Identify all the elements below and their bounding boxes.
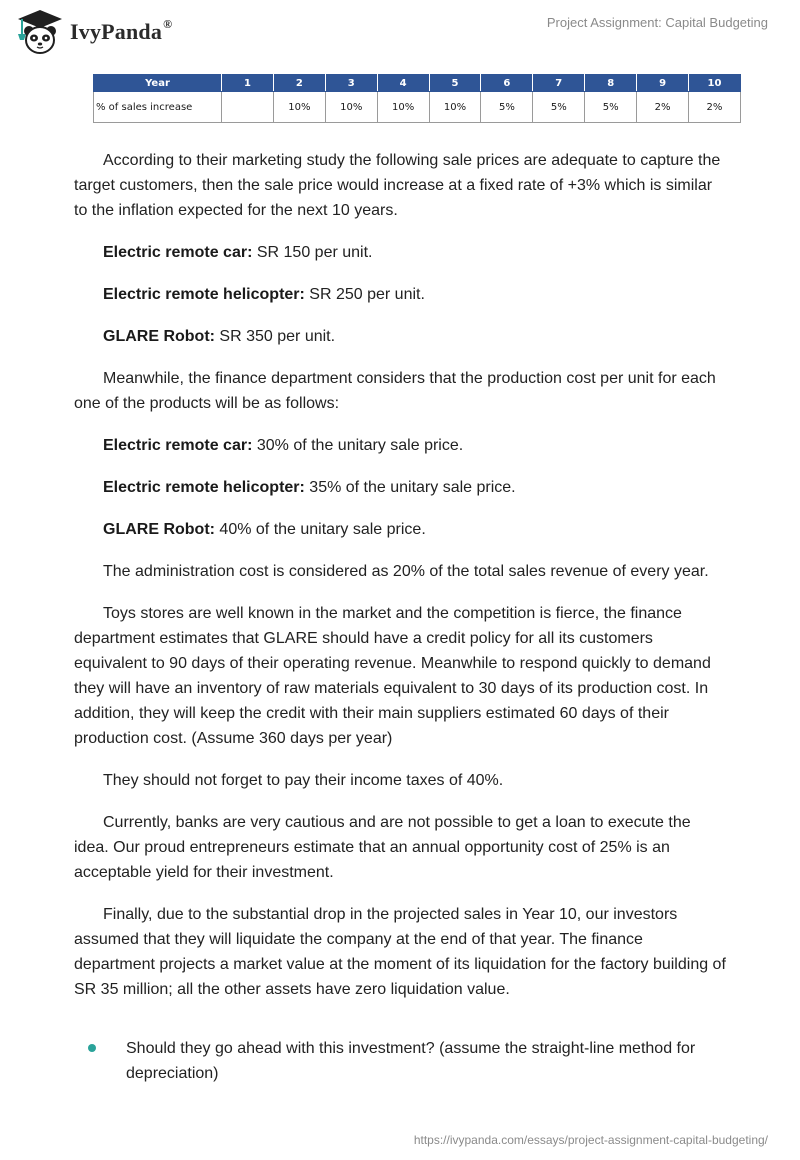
- question-bullet: [88, 1036, 728, 1086]
- year-cell: 3: [325, 75, 377, 92]
- year-cell: 5: [429, 75, 481, 92]
- year-cell: 4: [377, 75, 429, 92]
- cost-heli-line: [74, 475, 726, 500]
- paragraph-administration-cost: The administration cost is considered as 20% of the total sales revenue of every year.: [103, 563, 709, 580]
- cost-robot-label: GLARE Robot:: [103, 521, 215, 538]
- value-cell: 2%: [689, 92, 741, 123]
- year-cell: 10: [689, 75, 741, 92]
- price-car-label: Electric remote car:: [103, 244, 253, 261]
- price-car-line: [74, 240, 726, 265]
- document-title: Project Assignment: Capital Budgeting: [546, 15, 768, 30]
- paragraph-opportunity-cost: Currently, banks are very cautious and are not possible to get a loan to execute the idea. Our proud entrepreneurs estimate that an annual opportunity cost of 25% is an acceptable yield for their investment.: [74, 814, 691, 881]
- source-url-link[interactable]: https://ivypanda.com/essays/project-assignment-capital-budgeting/: [413, 1133, 768, 1147]
- value-cell: 10%: [325, 92, 377, 123]
- value-cell: 2%: [637, 92, 689, 123]
- brand-logo[interactable]: [14, 8, 172, 56]
- year-cell: 6: [481, 75, 533, 92]
- year-cell: 9: [637, 75, 689, 92]
- cost-robot-line: [74, 517, 726, 542]
- price-car-value: SR 150 per unit.: [252, 244, 373, 261]
- bullet-dot-icon: [88, 1044, 96, 1052]
- paragraph-sale-prices: According to their marketing study the following sale prices are adequate to capture the target customers, then the sale price would increase at a fixed rate of +3% which is similar to the inflation expected for the next 10 years.: [74, 152, 721, 219]
- price-robot-label: GLARE Robot:: [103, 328, 215, 345]
- brand-name-text: IvyPanda: [70, 19, 163, 44]
- panda-graduate-icon: [14, 8, 66, 56]
- brand-name: [70, 16, 173, 45]
- value-cell: 5%: [585, 92, 637, 123]
- cost-car-value: 30% of the unitary sale price.: [252, 437, 464, 454]
- paragraph-income-taxes: They should not forget to pay their income taxes of 40%.: [103, 772, 504, 789]
- row-label-cell: % of sales increase: [94, 92, 222, 123]
- document-body: [74, 148, 726, 1019]
- price-heli-label: Electric remote helicopter:: [103, 286, 305, 303]
- price-heli-value: SR 250 per unit.: [304, 286, 425, 303]
- price-robot-value: SR 350 per unit.: [214, 328, 336, 345]
- cost-car-line: [74, 433, 726, 458]
- price-heli-line: [74, 282, 726, 307]
- table-header-row: [94, 75, 741, 92]
- page-header: [0, 0, 800, 70]
- year-cell: 2: [273, 75, 325, 92]
- value-cell: 10%: [429, 92, 481, 123]
- value-cell: 5%: [481, 92, 533, 123]
- cost-robot-value: 40% of the unitary sale price.: [214, 521, 426, 538]
- table-row: [94, 92, 741, 123]
- year-cell: 7: [533, 75, 585, 92]
- value-cell: [222, 92, 274, 123]
- question-text: Should they go ahead with this investment? (assume the straight-line method for depreciation): [126, 1040, 696, 1082]
- value-cell: 10%: [273, 92, 325, 123]
- paragraph-credit-policy: Toys stores are well known in the market and the competition is fierce, the finance department estimates that GLARE should have a credit policy for all its customers equivalent to 90 days of their operating revenue. Meanwhile to respond quickly to demand they will have an inventory of raw materials equivalent to 30 days of its production cost. In addition, they will keep the credit with their main suppliers estimated 60 days of their production cost. (Assume 360 days per year): [74, 605, 711, 747]
- sales-increase-table: [93, 74, 741, 123]
- price-robot-line: [74, 324, 726, 349]
- paragraph-liquidation: Finally, due to the substantial drop in the projected sales in Year 10, our investors assumed that they will liquidate the company at the end of that year. The finance department projects a market value at the moment of its liquidation for the factory building of SR 35 million; all the other assets have zero liquidation value.: [74, 906, 726, 998]
- cost-car-label: Electric remote car:: [103, 437, 253, 454]
- paragraph-production-cost: Meanwhile, the finance department considers that the production cost per unit for each one of the products will be as follows:: [74, 370, 716, 412]
- cost-heli-value: 35% of the unitary sale price.: [304, 479, 516, 496]
- year-cell: 8: [585, 75, 637, 92]
- year-cell: 1: [222, 75, 274, 92]
- value-cell: 10%: [377, 92, 429, 123]
- value-cell: 5%: [533, 92, 585, 123]
- cost-heli-label: Electric remote helicopter:: [103, 479, 305, 496]
- year-header-cell: Year: [94, 75, 222, 92]
- registered-mark: ®: [163, 16, 173, 31]
